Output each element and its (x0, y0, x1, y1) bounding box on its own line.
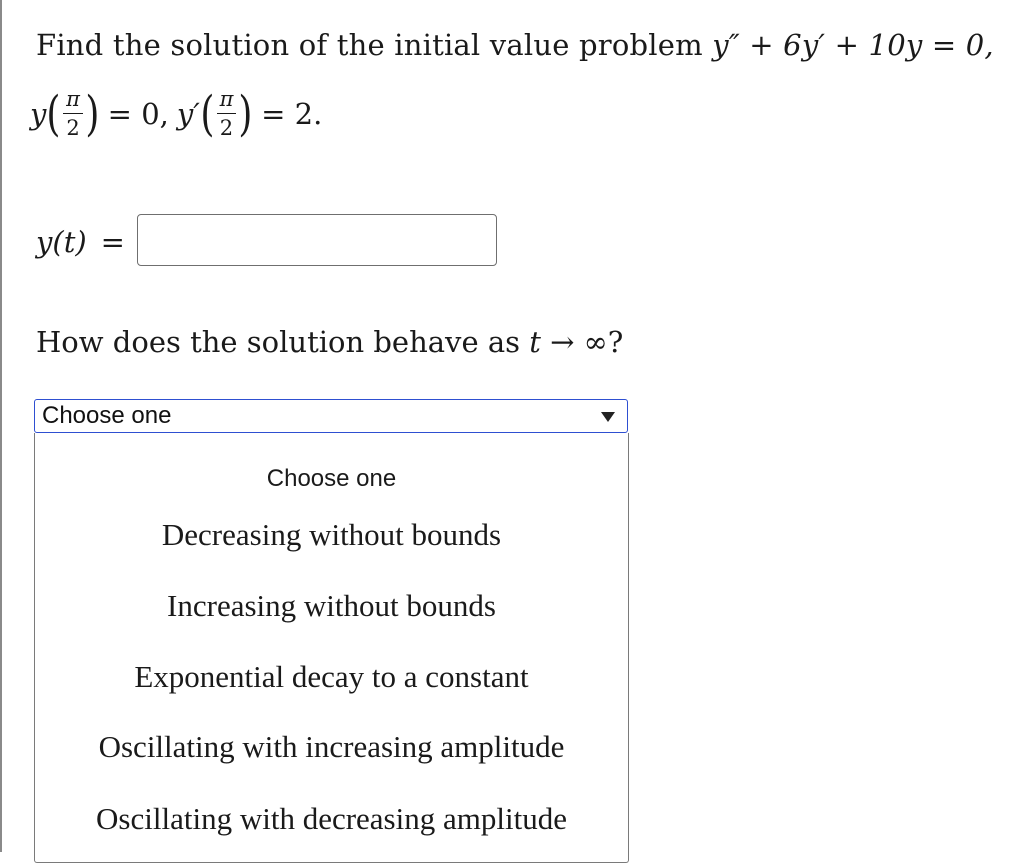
problem-intro: Find the solution of the initial value problem (36, 28, 703, 62)
behavior-options-list (34, 433, 629, 863)
answer-equals-sign: = (100, 225, 125, 259)
question-limit: t → ∞ (529, 325, 608, 359)
cond2-frac-denominator: 2 (219, 116, 234, 140)
behavior-select-value: Choose one (42, 402, 172, 429)
option-oscillating-decreasing[interactable]: Oscillating with decreasing amplitude (96, 801, 567, 836)
cond1-open-paren: ( (46, 86, 61, 142)
answer-label (36, 214, 125, 270)
cond2-open-paren: ( (200, 86, 215, 142)
cond2-value: = 2. (261, 97, 323, 131)
differential-equation: y″ + 6y′ + 10y = 0, (712, 28, 994, 62)
option-exponential-decay[interactable]: Exponential decay to a constant (134, 659, 529, 694)
behavior-select[interactable] (34, 399, 628, 433)
behavior-question (36, 325, 623, 359)
cond1-frac-numerator: π (63, 89, 83, 114)
option-decreasing-without-bounds[interactable]: Decreasing without bounds (161, 517, 502, 552)
cond2-function: y′ (176, 97, 200, 131)
cond1-function: y (30, 97, 47, 131)
question-suffix: ? (607, 325, 624, 359)
cond1-frac-denominator: 2 (66, 116, 80, 140)
option-increasing-without-bounds[interactable]: Increasing without bounds (167, 588, 496, 623)
dropdown-arrow-icon[interactable] (601, 412, 615, 422)
problem-statement (36, 28, 994, 62)
cond1-value: = 0, (107, 97, 169, 131)
page-left-border (0, 0, 2, 852)
cond2-argument (217, 89, 237, 139)
cond2-frac-numerator: π (217, 89, 237, 114)
initial-conditions (30, 84, 322, 144)
option-choose-one[interactable]: Choose one (266, 465, 397, 492)
cond2-close-paren: ) (238, 86, 253, 142)
option-oscillating-increasing[interactable]: Oscillating with increasing amplitude (98, 729, 565, 764)
solution-answer-input[interactable] (137, 214, 497, 266)
answer-function-label: y(t) (36, 225, 87, 259)
cond1-close-paren: ) (85, 86, 100, 142)
cond1-argument (63, 89, 83, 139)
question-prefix: How does the solution behave as (36, 325, 520, 359)
